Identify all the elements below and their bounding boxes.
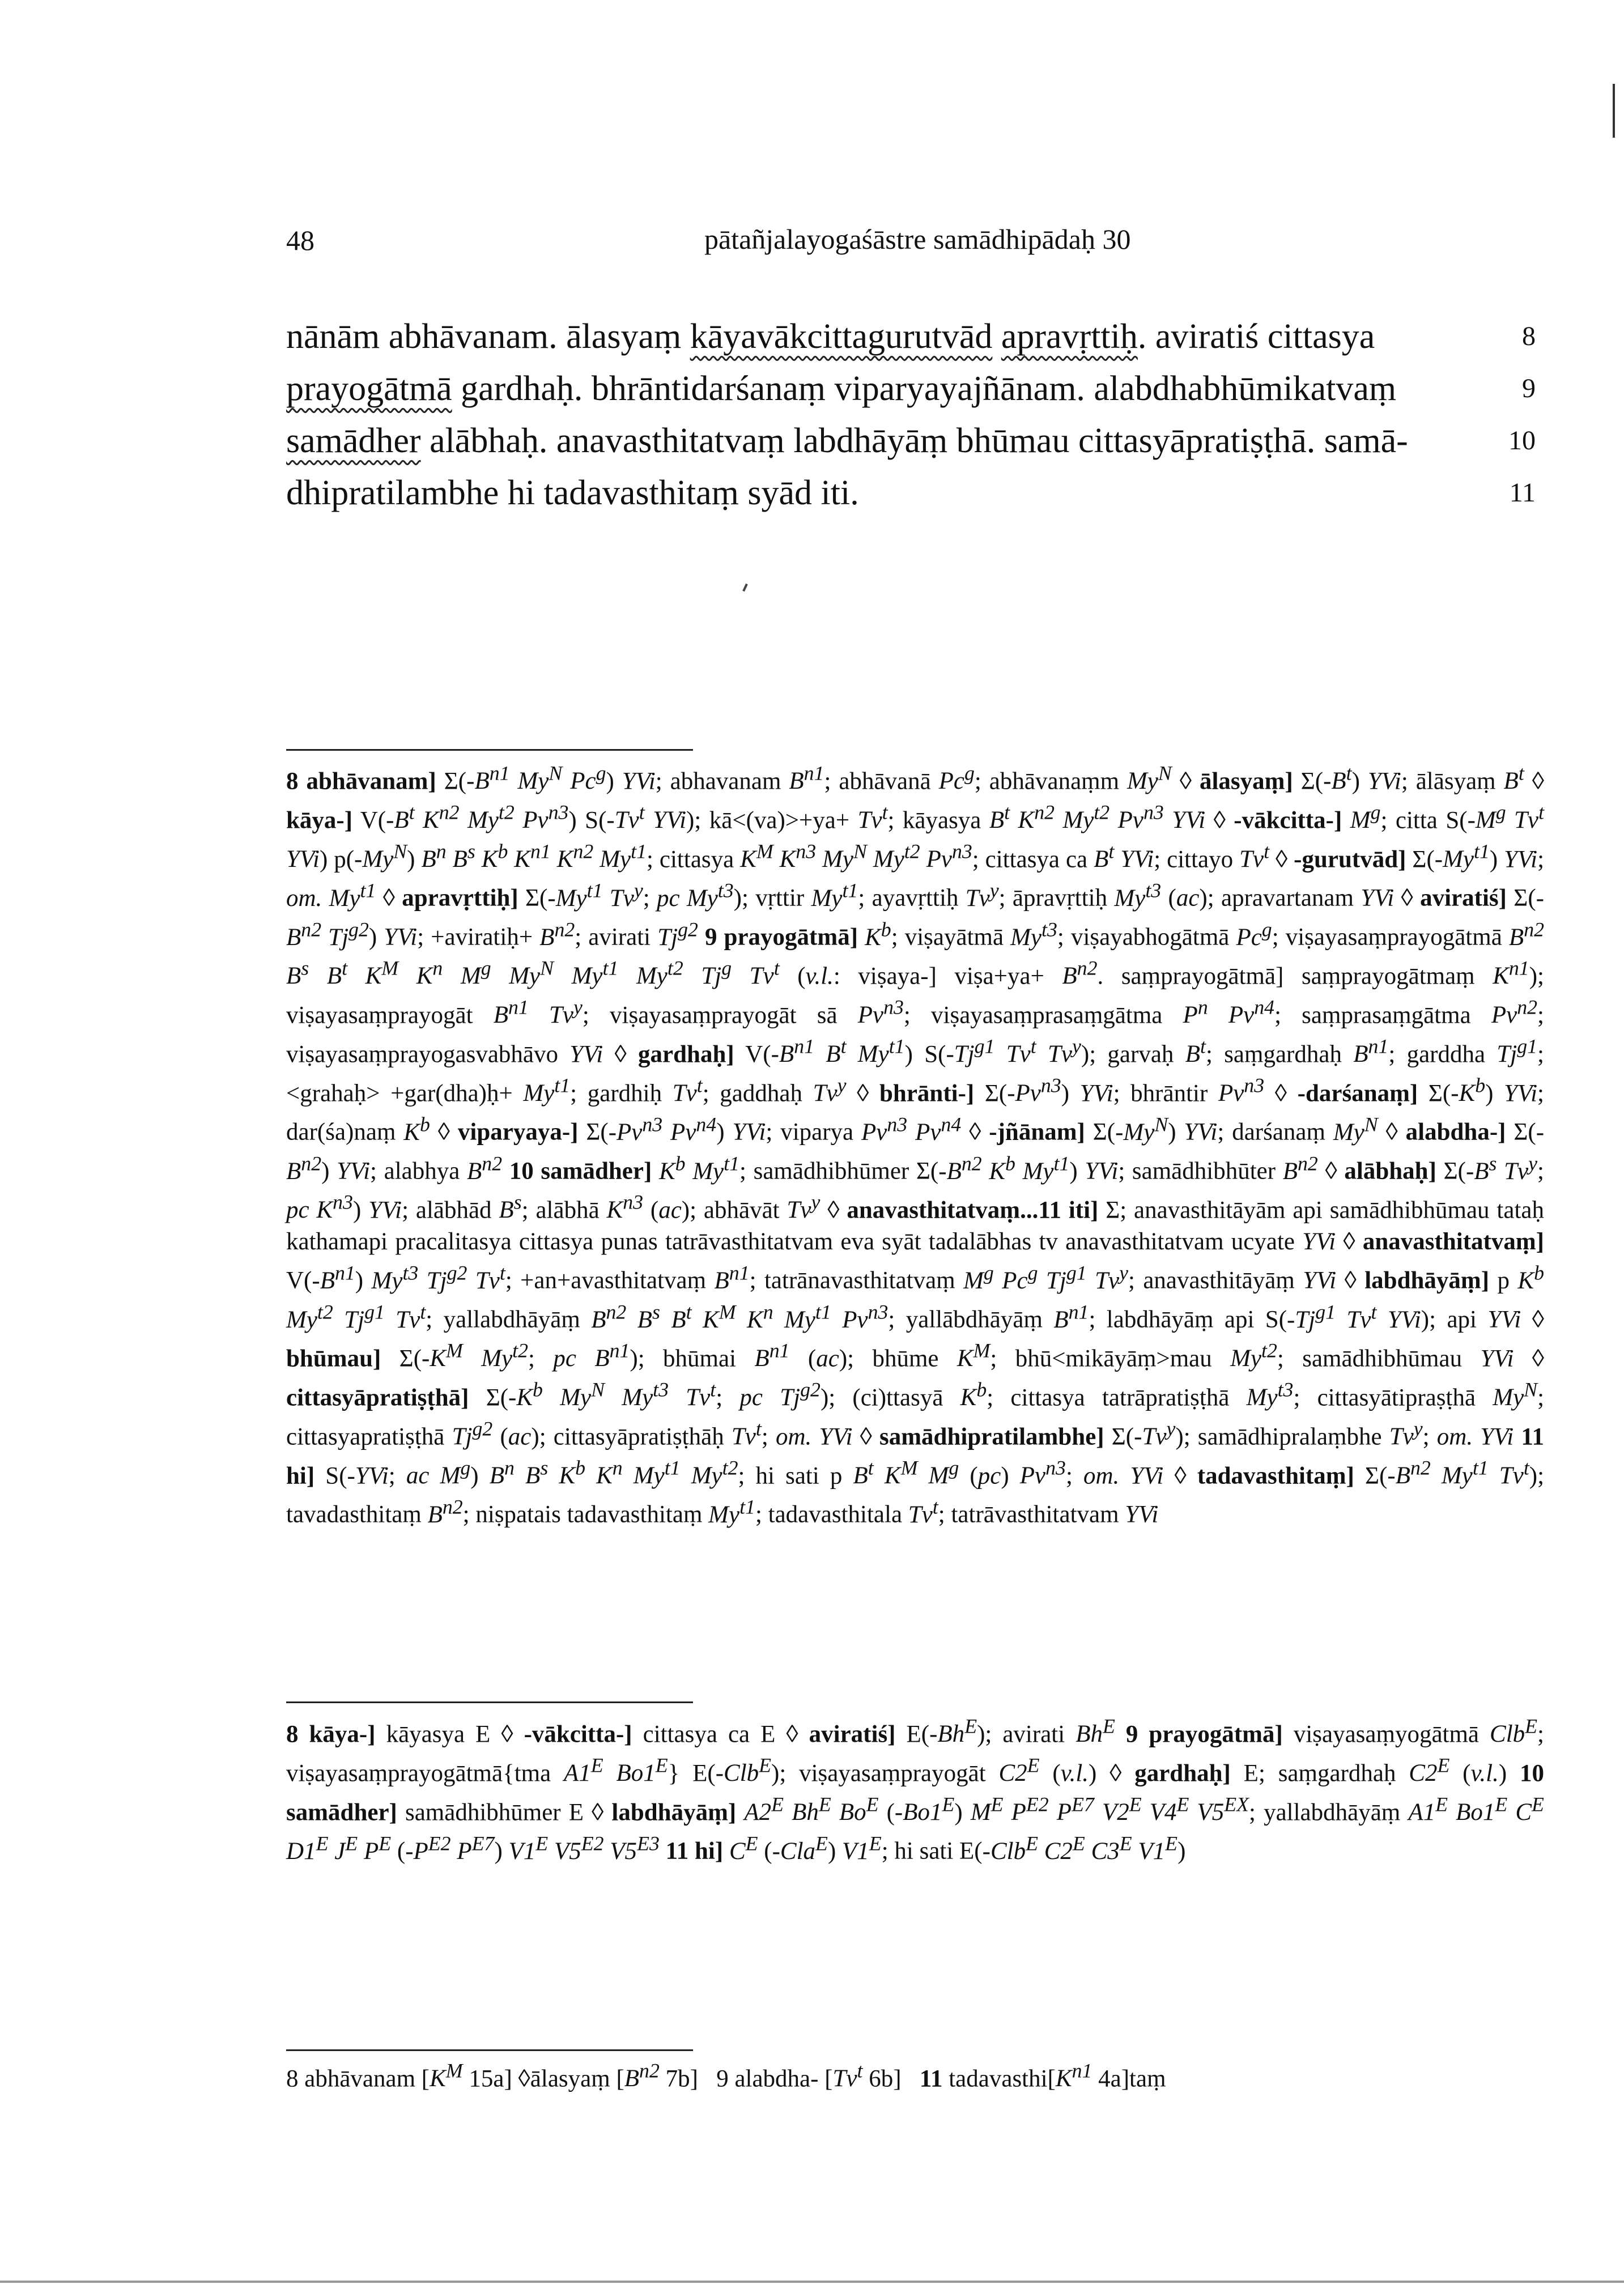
line-number: 8 xyxy=(1522,321,1536,351)
marks-rule xyxy=(286,2049,693,2051)
lemma-wavy-underline: prayogātmā xyxy=(286,369,452,408)
text-segment: nānām abhāvanam. ālasyaṃ xyxy=(286,317,690,356)
text-segment xyxy=(992,317,1001,356)
text-segment: dhipratilambhe hi tadavasthitaṃ syād iti. xyxy=(286,474,859,512)
lemma-wavy-underline: samādher xyxy=(286,422,421,460)
edition-apparatus: 8 kāya-] kāyasya E ◊ -vākcitta-] cittasya ca E ◊ aviratiś] $E(-Bh^E)$; avirati $Bh^E$ 9 prayogātmā] viṣayasaṃyogātmā Clb$^E$; viṣayasaṃprayogātmā{tma $A1^E$ $Bo1^E$} E(-Clb$^E$); viṣayasaṃprayogāt $C2^E$ (v.l.) ◊ gardhaḥ] E; saṃgardhaḥ $C2^E$ (v.l.) 10 samādher] samādhibhūmer E ◊ labdhāyāṃ] $A2^E$ $Bh^E$ $Bo^E$ $(-Bo1^E)$ $M^E$ $P^{E2}$ $P^{E7}$ $V2^E$ $V4^E$ $V5^{EX}$; yallabdhāyāṃ $A1^E$ $Bo1^E$ $C^E$ $D1^E$ $J^E$ $P^E$ ($-P^{E2}$ $P^{E7}$) $V1^E$ $V5^{E2}$ $V5^{E3}$ 11 hi] $C^E$ (-Cla$^E$) $V1^E$; hi sati E(-Clb$^E$ $C2^E$ $C3^E$ $V1^E$) xyxy=(286,1715,1544,1865)
text-segment: gardhaḥ. bhrāntidarśanaṃ viparyayajñānam. alabdhabhūmikatvaṃ xyxy=(452,369,1397,408)
main-text-line xyxy=(286,363,1465,415)
main-text-line xyxy=(286,467,1465,519)
main-text-line xyxy=(286,310,1465,363)
line-number: 9 xyxy=(1522,373,1536,403)
manuscript-folio-marks: 8 abhāvanam [$K^M$ 15a] ◊ālasyaṃ [$B^{n2}$ 7b] 9 alabdha- [Tv$^t$ 6b] 11 $tadavasthi[K^{n1}$ 4a]taṃ xyxy=(286,2060,1166,2092)
line-number: 11 xyxy=(1509,478,1536,508)
testimonia-rule xyxy=(286,1701,693,1703)
stray-mark xyxy=(742,584,748,592)
running-head: pātañjalayogaśāstre samādhipādaḥ 30 xyxy=(704,223,1131,255)
main-text-line xyxy=(286,415,1465,467)
critical-apparatus: 8 abhāvanam] $\Sigma(-B^{n1}$ $My^N$ Pc$^g$) YVi; abhavanam $B^{n1}$; abhāvanā Pc$^g$; abhāvanaṃm $My^N$ ◊ ālasyaṃ] $\Sigma(-B^t)$ YVi; ālāsyaṃ $B^t$ ◊ kāya-] $V(-B^t$ $K^{n2}$ $My^{t2}$ $Pv^{n3}$) S(-Tv$^t$ YVi); kā<(va)>+ya+ $Tv^t$; kāyasya $B^t$ $K^{n2}$ $My^{t2}$ $Pv^{n3}$ YVi ◊ -vākcitta-] $M^g$; citta $S(-M^g$ Tv$^t$ YVi) $p(-My^N)$ $B^n$ $B^s$ $K^b$ $K^{n1}$ $K^{n2}$ $My^{t1}$; cittasya $K^M$ $K^{n3}$ $My^N$ $My^{t2}$ $Pv^{n3}$; cittasya ca $B^t$ YVi; cittayo Tv$^t$ ◊ -gurutvād] $\Sigma(-My^{t1})$ YVi; om. $My^{t1}$ ◊ apravṛttiḥ] $\Sigma(-My^{t1}$ Tv$^y$; pc $My^{t3}$); vṛttir $My^{t1}$; ayavṛttiḥ Tv$^y$; āpravṛttiḥ $My^{t3}$ (ac); apravartanam YVi ◊ aviratiś] $\Sigma(-B^{n2}$ $Tj^{g2}$) YVi; +aviratiḥ+ $B^{n2}$; avirati $Tj^{g2}$ 9 prayogātmā] $K^b$; viṣayātmā $My^{t3}$; viṣayabhogātmā Pc$^g$; viṣayasaṃprayogātmā $B^{n2}$ $B^s$ $B^t$ $K^M$ $K^n$ $M^g$ $My^N$ $My^{t1}$ $My^{t2}$ Tj$^g$ Tv$^t$ (v.l.: viṣaya-] viṣa+ya+ $B^{n2}$. saṃprayogātmā] saṃprayogātmaṃ $K^{n1}$); viṣayasaṃprayogāt $B^{n1}$ Tv$^y$; viṣayasaṃprayogāt sā $Pv^{n3}$; viṣayasaṃprasaṃgātma $P^n$ $Pv^{n4}$; saṃprasaṃgātma $Pv^{n2}$; viṣayasaṃprayogasvabhāvo YVi ◊ gardhaḥ] $V(-B^{n1}$ $B^t$ $My^{t1}$) $S(-Tj^{g1}$ Tv$^t$ Tv$^y$); garvaḥ $B^t$; saṃgardhaḥ $B^{n1}$; garddha $Tj^{g1}$; <grahaḥ> +gar(dha)ḥ+ $My^{t1}$; gardhiḥ Tv$^t$; gaddhaḥ Tv$^y$ ◊ bhrānti-] $\Sigma(-Pv^{n3})$ YVi; bhrāntir $Pv^{n3}$ ◊ -darśanaṃ] $\Sigma(-K^b)$ YVi; dar(śa)naṃ $K^b$ ◊ viparyaya-] $\Sigma(-Pv^{n3}$ $Pv^{n4}$) YVi; viparya $Pv^{n3}$ $Pv^{n4}$ ◊ -jñānam] $\Sigma(-My^N)$ YVi; darśanaṃ $My^N$ ◊ alabdha-] $\Sigma(-B^{n2})$ YVi; alabhya $B^{n2}$ 10 samādher] $K^b$ $My^{t1}$; samādhibhūmer $\Sigma(-B^{n2}$ $K^b$ $My^{t1}$) YVi; samādhibhūter $B^{n2}$ ◊ alābhaḥ] $\Sigma(-B^s$ Tv$^y$; pc $K^{n3}$) YVi; alābhād $B^s$; alābhā $K^{n3}$ (ac); abhāvāt Tv$^y$ ◊ anavasthitatvaṃ...11 iti] Σ; anavasthitāyām api samādhibhūmau tataḥ kathamapi pracalitasya cittasya punas tatrāvasthitatvam eva syāt tadalābhas tv anavasthitatvam ucyate YVi ◊ anavasthitatvaṃ] $V(-B^{n1})$ $My^{t3}$ $Tj^{g2}$ $Tv^t$; +an+avasthitatvaṃ $B^{n1}$; tatrānavasthitatvaṃ $M^g$ Pc$^g$ $Tj^{g1}$ Tv$^y$; anavasthitāyāṃ YVi ◊ labdhāyāṃ] p $K^b$ $My^{t2}$ $Tj^{g1}$ Tv$^t$; yallabdhāyāṃ $B^{n2}$ $B^s$ $B^t$ $K^M$ $K^n$ $My^{t1}$ $Pv^{n3}$; yallābdhāyāṃ $B^{n1}$; labdhāyāṃ api $S(-Tj^{g1}$ Tv$^t$ YVi); api YVi ◊ bhūmau] $\Sigma(-K^M$ $My^{t2}$; pc $B^{n1}$); bhūmai $B^{n1}$ (ac); bhūme $K^M$; bhū<mikāyāṃ>mau $My^{t2}$; samādhibhūmau YVi ◊ cittasyāpratiṣṭhā] $\Sigma(-K^b$ $My^N$ $My^{t3}$ Tv$^t$; pc $Tj^{g2}$); (ci)ttasyā $K^b$; cittasya tatrāpratiṣṭhā $My^{t3}$; cittasyātipraṣṭhā $My^N$; cittasyapratiṣṭhā $Tj^{g2}$ (ac); cittasyāpratiṣṭhāḥ Tv$^t$; om. YVi ◊ samādhipratilambhe] Σ(-Tv$^y$); samādhipralaṃbhe Tv$^y$; om. YVi 11 hi] S(-YVi; ac $M^g$) $B^n$ $B^s$ $K^b$ $K^n$ $My^{t1}$ $My^{t2}$; hi sati p $B^t$ $K^M$ $M^g$ (pc) $Pv^{n3}$; om. YVi ◊ tadavasthitaṃ] $\Sigma(-B^{n2}$ $My^{t1}$ Tv$^t$); tavadasthitaṃ $B^{n2}$; niṣpatais tadavasthitaṃ $My^{t1}$; tadavasthitala Tv$^t$; tatrāvasthitatvam YVi xyxy=(286,762,1545,1528)
line-number: 10 xyxy=(1508,426,1536,456)
page-bottom-edge xyxy=(0,2281,1624,2283)
page-number: 48 xyxy=(286,224,314,256)
text-segment: alābhaḥ. anavasthitatvaṃ labdhāyāṃ bhūmau cittasyāpratiṣṭhā. samā- xyxy=(420,422,1408,460)
lemma-wavy-underline: apravṛttiḥ xyxy=(1001,317,1138,356)
lemma-wavy-underline: kāyavākcittagurutvād xyxy=(690,317,993,356)
page-edge-mark xyxy=(1613,84,1615,138)
apparatus-rule xyxy=(286,749,693,751)
text-segment: . aviratiś cittasya xyxy=(1137,317,1375,356)
